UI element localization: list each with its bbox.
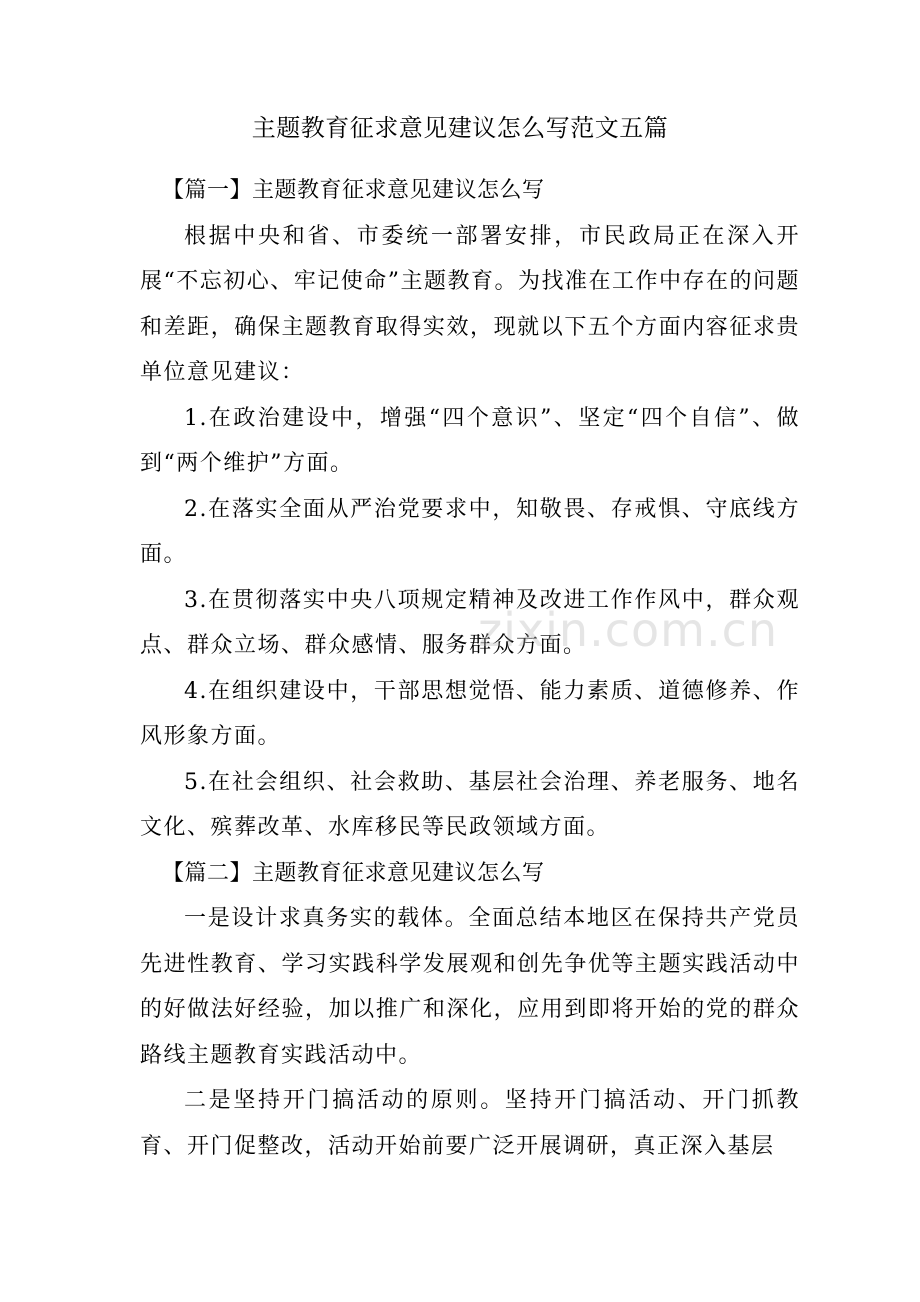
paragraph-item-4: 4.在组织建设中，干部思想觉悟、能力素质、道德修养、作风形象方面。: [140, 678, 800, 749]
section-heading-2: 【篇二】主题教育征求意见建议怎么写: [162, 860, 545, 886]
paragraph-item-3: 3.在贯彻落实中央八项规定精神及改进工作作风中，群众观点、群众立场、群众感情、服务群众方面。: [140, 587, 800, 658]
paragraph-intro: 根据中央和省、市委统一部署安排，市民政局正在深入开展“不忘初心、牢记使命”主题教育。为找准在工作中存在的问题和差距，确保主题教育取得实效，现就以下五个方面内容征求贵单位意见建议：: [140, 223, 800, 385]
document-title: 主题教育征求意见建议怎么写范文五篇: [251, 114, 669, 142]
paragraph-point-2: 二是坚持开门搞活动的原则。坚持开门搞活动、开门抓教育、开门促整改，活动开始前要广泛开展调研，真正深入基层: [140, 1088, 800, 1159]
paragraph-item-1: 1.在政治建设中，增强“四个意识”、坚定“四个自信”、做到“两个维护”方面。: [140, 405, 800, 476]
section-heading-1: 【篇一】主题教育征求意见建议怎么写: [162, 178, 545, 203]
paragraph-item-5: 5.在社会组织、社会救助、基层社会治理、养老服务、地名文化、殡葬改革、水库移民等民政领域方面。: [140, 769, 800, 840]
document-body: [140, 168, 800, 1169]
paragraph-point-1: 一是设计求真务实的载体。全面总结本地区在保持共产党员先进性教育、学习实践科学发展观和创先争优等主题实践活动中的好做法好经验，加以推广和深化，应用到即将开始的党的群众路线主题教育实践活动中。: [140, 906, 800, 1068]
paragraph-item-2: 2.在落实全面从严治党要求中，知敬畏、存戒惧、守底线方面。: [140, 496, 800, 567]
watermark-logo: zixin.com.cn: [478, 603, 779, 657]
